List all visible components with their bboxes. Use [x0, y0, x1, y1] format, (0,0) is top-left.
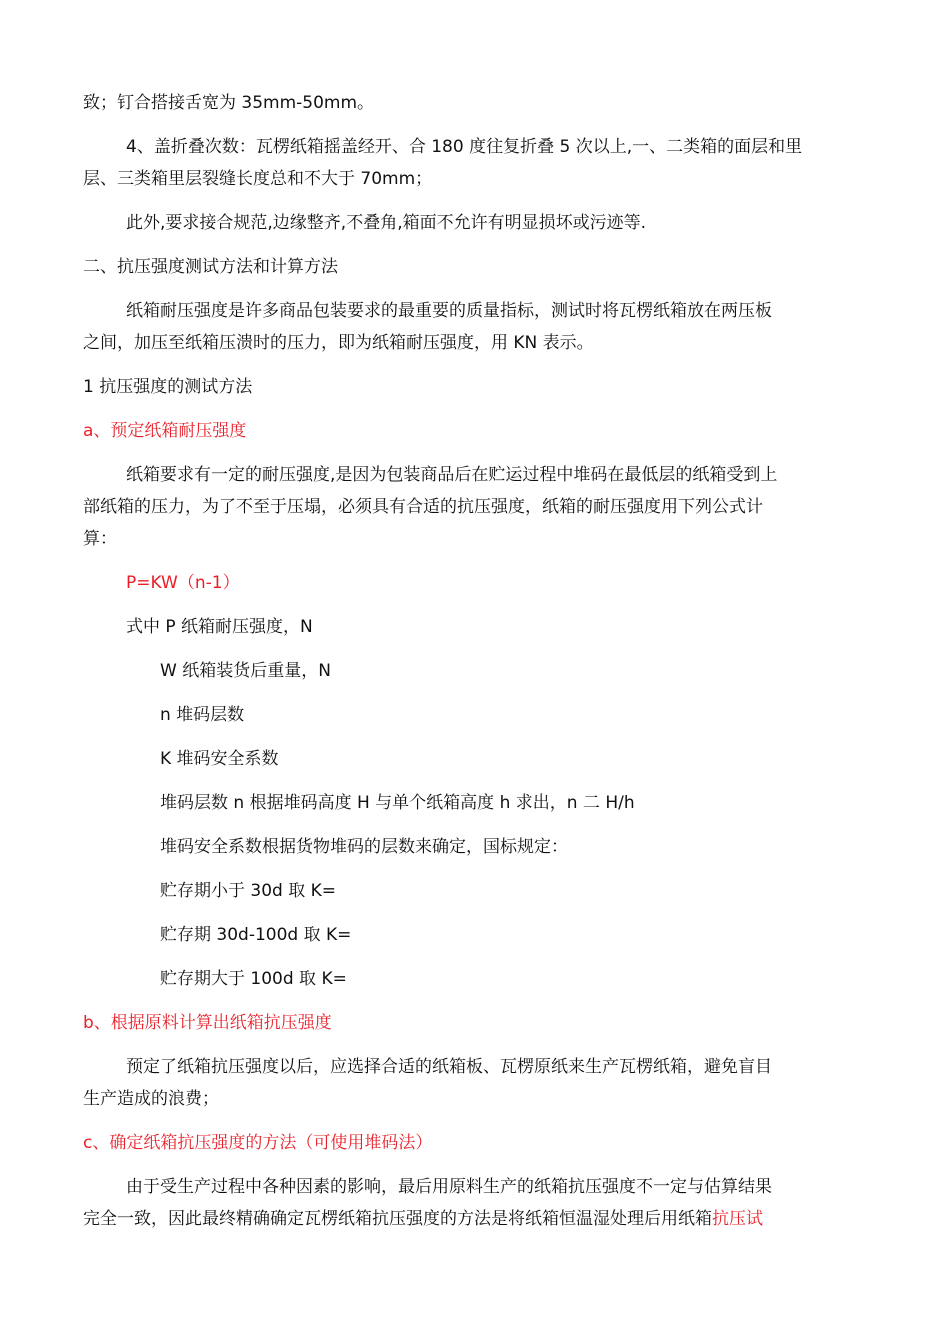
text-line: 堆码安全系数根据货物堆码的层数来确定，国标规定： [160, 837, 568, 857]
text-line: 4、盖折叠次数：瓦楞纸箱摇盖经开、合 180 度往复折叠 5 次以上,一、二类箱的面层和里 [126, 137, 803, 157]
red-heading-c: c、确定纸箱抗压强度的方法（可使用堆码法） [83, 1133, 433, 1153]
red-heading-a: a、预定纸箱耐压强度 [83, 421, 247, 441]
text-line: 由于受生产过程中各种因素的影响，最后用原料生产的纸箱抗压强度不一定与估算结果 [126, 1177, 772, 1197]
text-line: K 堆码安全系数 [160, 749, 279, 769]
section-heading: 二、抗压强度测试方法和计算方法 [83, 257, 338, 277]
text-line: 堆码层数 n 根据堆码高度 H 与单个纸箱高度 h 求出，n 二 H/h [160, 793, 635, 813]
text-line: 生产造成的浪费； [83, 1089, 219, 1109]
text-line: 算： [83, 529, 117, 549]
text-segment: 完全一致，因此最终精确确定瓦楞纸箱抗压强度的方法是将纸箱恒温湿处理后用纸箱 [83, 1209, 712, 1229]
red-text-segment: 抗压试 [712, 1209, 763, 1229]
text-line: 纸箱耐压强度是许多商品包装要求的最重要的质量指标，测试时将瓦楞纸箱放在两压板 [126, 301, 772, 321]
formula: P=KW（n-1） [126, 573, 240, 593]
text-line: n 堆码层数 [160, 705, 245, 725]
text-line [83, 1207, 950, 1231]
subsection-heading: 1 抗压强度的测试方法 [83, 377, 253, 397]
text-line: 之间，加压至纸箱压溃时的压力，即为纸箱耐压强度，用 KN 表示。 [83, 333, 594, 353]
text-line: 部纸箱的压力，为了不至于压塌，必须具有合适的抗压强度，纸箱的耐压强度用下列公式计 [83, 497, 763, 517]
text-line: 致；钉合搭接舌宽为 35mm-50mm。 [83, 93, 375, 113]
text-line: 式中 P 纸箱耐压强度，N [126, 617, 313, 637]
text-line: 纸箱要求有一定的耐压强度,是因为包装商品后在贮运过程中堆码在最低层的纸箱受到上 [126, 465, 778, 485]
text-line: 预定了纸箱抗压强度以后，应选择合适的纸箱板、瓦楞原纸来生产瓦楞纸箱，避免盲目 [126, 1057, 772, 1077]
text-line: 贮存期 30d-100d 取 K= [160, 925, 352, 945]
text-line: 此外,要求接合规范,边缘整齐,不叠角,箱面不允许有明显损坏或污迹等. [126, 213, 647, 233]
text-line: 贮存期大于 100d 取 K= [160, 969, 347, 989]
text-line: 贮存期小于 30d 取 K= [160, 881, 337, 901]
red-heading-b: b、根据原料计算出纸箱抗压强度 [83, 1013, 332, 1033]
text-line: W 纸箱装货后重量，N [160, 661, 331, 681]
text-line: 层、三类箱里层裂缝长度总和不大于 70mm； [83, 169, 433, 189]
